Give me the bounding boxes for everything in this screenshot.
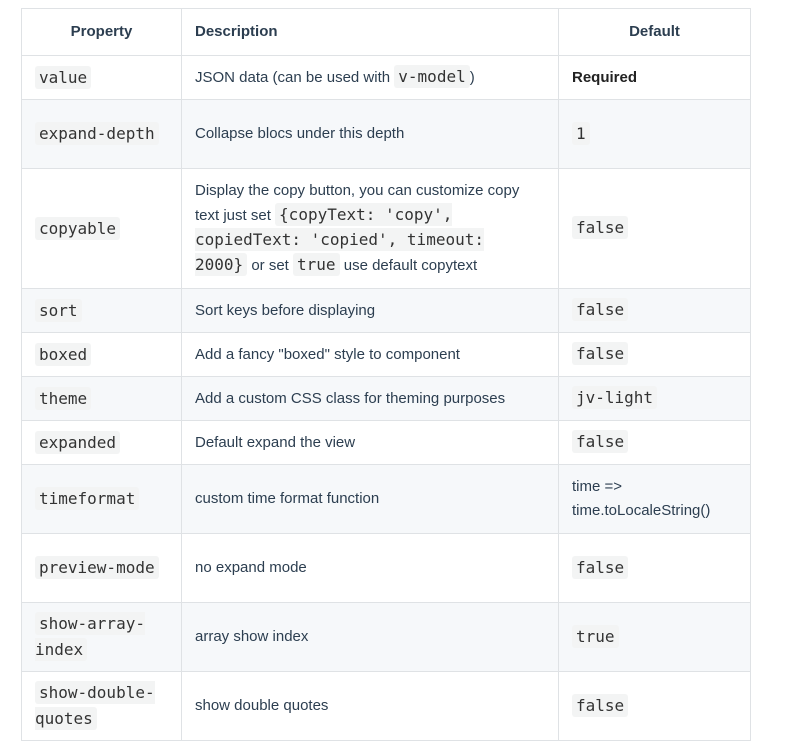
table-row xyxy=(22,289,751,333)
property-name: expanded xyxy=(35,431,120,454)
table-row xyxy=(22,672,751,741)
description-text: JSON data (can be used with xyxy=(195,69,395,86)
default-cell xyxy=(559,289,751,333)
default-cell xyxy=(559,333,751,377)
description-cell xyxy=(182,333,559,377)
header-default: Default xyxy=(559,9,751,56)
property-cell xyxy=(22,333,182,377)
description-text: Default expand the view xyxy=(195,433,356,451)
property-name: sort xyxy=(35,299,82,322)
description-cell xyxy=(182,56,559,100)
default-value: jv-light xyxy=(572,386,657,409)
description-text: Collapse blocs under this depth xyxy=(195,125,405,142)
default-value: false xyxy=(572,342,628,365)
property-name: show-array-index xyxy=(35,614,145,659)
property-name: expand-depth xyxy=(35,122,159,145)
default-cell xyxy=(559,377,751,421)
default-value: 1 xyxy=(572,122,590,145)
description-cell xyxy=(182,169,559,289)
default-value: false xyxy=(572,430,628,453)
inline-code: {copyText: 'copy', copiedText: 'copied', timeout: 2000} xyxy=(195,205,484,274)
default-value: Required xyxy=(572,68,638,86)
property-cell xyxy=(22,534,182,603)
table-row xyxy=(22,421,751,465)
inline-code: v-model xyxy=(394,65,469,88)
description-cell xyxy=(182,672,559,741)
description-cell xyxy=(182,289,559,333)
table-row xyxy=(22,603,751,672)
description-cell xyxy=(182,465,559,534)
description-cell xyxy=(182,100,559,169)
property-cell xyxy=(22,465,182,534)
table-row xyxy=(22,100,751,169)
default-value: false xyxy=(572,556,628,579)
table-header-row xyxy=(22,9,751,56)
table-row xyxy=(22,534,751,603)
table-row xyxy=(22,377,751,421)
default-cell xyxy=(559,421,751,465)
property-name: boxed xyxy=(35,343,91,366)
description-cell xyxy=(182,421,559,465)
property-cell xyxy=(22,377,182,421)
description-text: no expand mode xyxy=(195,559,307,576)
default-value: time => time.toLocaleString() xyxy=(572,478,711,519)
default-value: false xyxy=(572,216,628,239)
default-cell xyxy=(559,672,751,741)
property-cell xyxy=(22,289,182,333)
default-value: false xyxy=(572,694,628,717)
property-name: value xyxy=(35,66,91,89)
property-name: copyable xyxy=(35,217,120,240)
default-cell xyxy=(559,169,751,289)
description-cell xyxy=(182,534,559,603)
description-text: custom time format function xyxy=(195,490,380,507)
default-cell xyxy=(559,465,751,534)
property-name: timeformat xyxy=(35,487,139,510)
property-name: show-double-quotes xyxy=(35,683,155,728)
description-text: Sort keys before displaying xyxy=(195,301,376,319)
description-text: ) xyxy=(469,69,475,86)
table-row xyxy=(22,169,751,289)
description-text: use default copytext xyxy=(339,257,478,274)
default-cell xyxy=(559,603,751,672)
inline-code: true xyxy=(293,253,340,276)
description-cell xyxy=(182,377,559,421)
property-cell xyxy=(22,100,182,169)
default-value: false xyxy=(572,298,628,321)
default-cell xyxy=(559,100,751,169)
property-cell xyxy=(22,603,182,672)
property-cell xyxy=(22,421,182,465)
property-cell xyxy=(22,169,182,289)
table-row xyxy=(22,465,751,534)
props-table xyxy=(21,8,751,741)
description-text: show double quotes xyxy=(195,697,329,714)
table-row xyxy=(22,56,751,100)
default-cell xyxy=(559,534,751,603)
description-text: Add a fancy "boxed" style to component xyxy=(195,345,460,363)
description-text: Add a custom CSS class for theming purposes xyxy=(195,389,506,407)
default-cell xyxy=(559,56,751,100)
property-cell xyxy=(22,672,182,741)
description-text: Display the copy button, you can customize copy text just set xyxy=(195,182,520,224)
description-cell xyxy=(182,603,559,672)
header-description: Description xyxy=(182,9,559,56)
default-value: true xyxy=(572,625,619,648)
property-cell xyxy=(22,56,182,100)
header-property: Property xyxy=(22,9,182,56)
property-name: theme xyxy=(35,387,91,410)
property-name: preview-mode xyxy=(35,556,159,579)
description-text: array show index xyxy=(195,628,309,645)
description-text: or set xyxy=(247,257,294,274)
table-row xyxy=(22,333,751,377)
